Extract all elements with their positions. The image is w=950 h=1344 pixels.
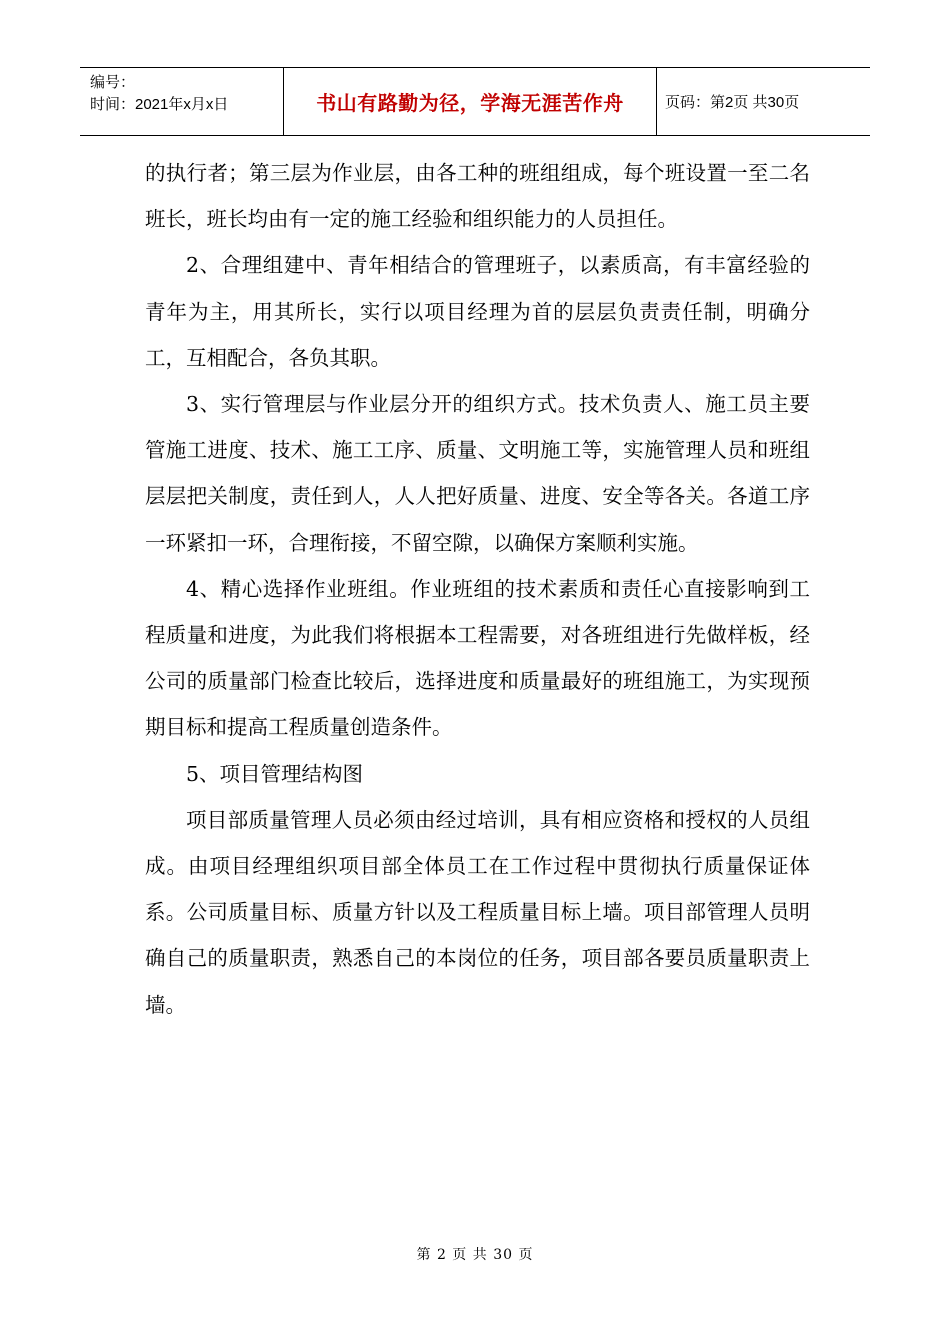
paragraph-quality-personnel: 项目部质量管理人员必须由经过培训，具有相应资格和授权的人员组成。由项目经理组织项目部全体员工在工作过程中贯彻执行质量保证体系。公司质量目标、质量方针以及工程质量目标上墙。项目部管理人员明确自己的质量职责，熟悉自己的本岗位的任务，项目部各要员质量职责上墙。	[145, 807, 810, 1017]
header-motto: 书山有路勤为径，学海无涯苦作舟	[283, 68, 657, 135]
page-header	[80, 67, 870, 136]
document-body	[145, 150, 810, 1028]
paragraph-item-4: 4、精心选择作业班组。作业班组的技术素质和责任心直接影响到工程质量和进度，为此我们将根据本工程需要，对各班组进行先做样板，经公司的质量部门检查比较后，选择进度和质量最好的班组施工，为实现预期目标和提高工程质量创造条件。	[145, 576, 810, 740]
document-date: 时间：2021年x月x日	[90, 96, 229, 113]
header-page-info: 页码：第2页 共30页	[665, 94, 800, 111]
page-footer: 第 2 页 共 30 页	[416, 1247, 534, 1263]
document-number-label: 编号：	[90, 74, 136, 91]
section-heading-structure-chart: 5、项目管理结构图	[186, 761, 364, 786]
header-meta	[80, 68, 283, 135]
paragraph-item-2: 2、合理组建中、青年相结合的管理班子，以素质高，有丰富经验的青年为主，用其所长，实行以项目经理为首的层层负责责任制，明确分工，互相配合，各负其职。	[145, 253, 810, 370]
paragraph-continuation: 的执行者；第三层为作业层，由各工种的班组组成，每个班设置一至二名班长，班长均由有一定的施工经验和组织能力的人员担任。	[145, 161, 810, 232]
paragraph-item-3: 3、实行管理层与作业层分开的组织方式。技术负责人、施工员主要管施工进度、技术、施工工序、质量、文明施工等，实施管理人员和班组层层把关制度，责任到人，人人把好质量、进度、安全等各关。各道工序一环紧扣一环，合理衔接，不留空隙，以确保方案顺利实施。	[145, 392, 810, 555]
